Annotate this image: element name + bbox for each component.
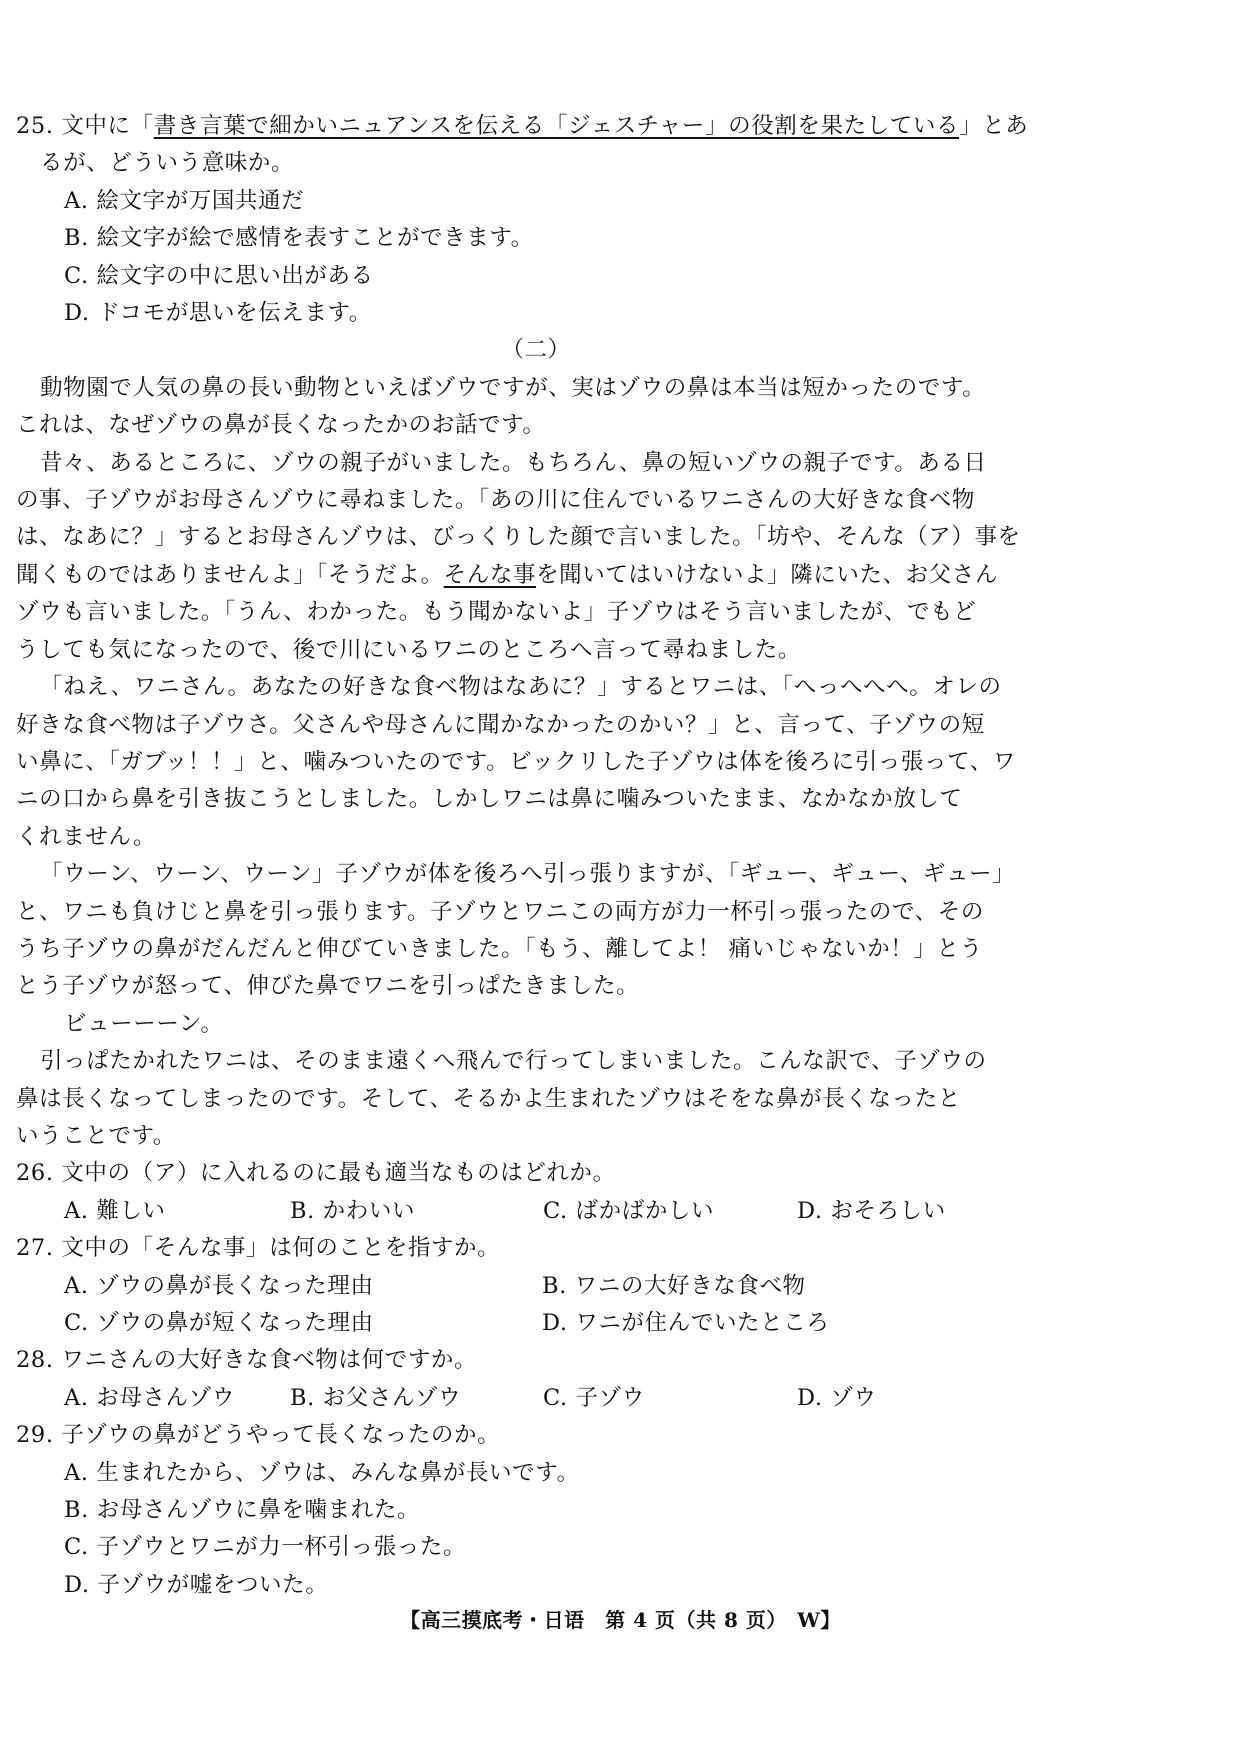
q29-option-c: C. 子ゾウとワニが力一杯引っ張った。: [64, 1534, 467, 1561]
q25-option-d: D. ドコモが思いを伝えます。: [64, 300, 372, 327]
passage-line: これは、なぜゾウの鼻が長くなったかのお話です。: [16, 412, 546, 439]
q25-quote: 書き言葉で細かいニュアンスを伝える「ジェスチャー」の役割を果たしている: [153, 113, 960, 139]
q25-stem: [16, 108, 1056, 145]
passage-line: いうことです。: [16, 1122, 176, 1149]
passage-line: うしても気になったので、後で川にいるワニのところへ言って尋ねました。: [16, 636, 801, 663]
q28-option-c: C. 子ゾウ: [543, 1384, 645, 1411]
q25-option-b: B. 絵文字が絵で感情を表すことができます。: [64, 225, 534, 252]
passage-fragment: 聞くものではありませんよ」「そうだよ。: [16, 561, 444, 588]
q27-option-c: C. ゾウの鼻が短くなった理由: [64, 1310, 374, 1336]
q28-option-a: A. お母さんゾウ: [64, 1384, 235, 1411]
passage-line: ニの口から鼻を引き抜こうとしました。しかしワニは鼻に噛みついたまま、なかなか放して: [16, 786, 963, 813]
q27-option-b: B. ワニの大好きな食べ物: [542, 1272, 806, 1299]
page-footer: 【高三摸底考・日语 第 4 页（共 8 页） W】: [400, 1608, 841, 1632]
q29-stem: 29. 子ゾウの鼻がどうやって長くなったのか。: [16, 1422, 501, 1449]
passage-line: の事、子ゾウがお母さんゾウに尋ねました。「あの川に住んでいるワニさんの大好きな食べ物: [16, 487, 975, 514]
q29-option-d: D. 子ゾウが嘘をついた。: [64, 1571, 329, 1598]
passage-line: 「ウーン、ウーン、ウーン」子ゾウが体を後ろへ引っ張りますが、「ギュー、ギュー、ギュー」: [40, 861, 1016, 888]
q26-option-d: D. おそろしい: [797, 1197, 946, 1224]
passage-line: い鼻に、「ガブッ！！」と、噛みついたのです。ビックリした子ゾウは体を後ろに引っ張って、ワ: [16, 748, 1016, 775]
q28-options: [16, 1380, 1056, 1417]
passage-line: 鼻は長くなってしまったのです。そして、そるかよ生まれたゾウはそをな鼻が長くなったと: [16, 1085, 961, 1112]
passage-line: ビューーーン。: [64, 1010, 224, 1037]
q28-option-b: B. お父さんゾウ: [290, 1384, 462, 1411]
q26-option-b: B. かわいい: [290, 1197, 416, 1224]
q25-lead: 25. 文中に「: [16, 113, 154, 139]
q25-option-a: A. 絵文字が万国共通だ: [64, 187, 305, 214]
q27-option-d: D. ワニが住んでいたところ: [542, 1310, 830, 1336]
passage-line: [16, 557, 1056, 594]
q29-option-b: B. お母さんゾウに鼻を噛まれた。: [64, 1497, 421, 1524]
passage-line: とう子ゾウが怒って、伸びた鼻でワニを引っぱたきました。: [16, 973, 640, 1000]
q25-stem-cont: るが、どういう意味か。: [40, 150, 295, 177]
q25-tail: 」とあ: [959, 113, 1029, 139]
q26-option-c: C. ばかばかしい: [543, 1197, 715, 1224]
q25-option-c: C. 絵文字の中に思い出がある: [64, 262, 374, 289]
passage-line: 好きな食べ物は子ゾウさ。父さんや母さんに聞かなかったのかい？」と、言って、子ゾウの短: [16, 711, 985, 738]
passage-line: うち子ゾウの鼻がだんだんと伸びていきました。「もう、離してよ！ 痛いじゃないか！」とう: [16, 935, 983, 962]
passage-line: 「ねえ、ワニさん。あなたの好きな食べ物はなあに？」するとワニは、「へっへへへ。オレの: [40, 674, 1002, 701]
q26-options: [16, 1193, 1056, 1230]
sonna-koto-underline: そんな事: [443, 561, 537, 588]
q27-options-row2: [16, 1305, 1056, 1342]
passage-line: と、ワニも負けじと鼻を引っ張ります。子ゾウとワニこの両方が力一杯引っ張ったので、その: [16, 898, 984, 925]
passage-line: 動物園で人気の鼻の長い動物といえばゾウですが、実はゾウの鼻は本当は短かったのです。: [40, 374, 986, 401]
exam-page: [16, 108, 1056, 1604]
q28-stem: 28. ワニさんの大好きな食べ物は何ですか。: [16, 1347, 478, 1374]
q27-stem: 27. 文中の「そんな事」は何のことを指すか。: [16, 1235, 501, 1262]
passage-line: 引っぱたかれたワニは、そのまま遠くへ飛んで行ってしまいました。こんな訳で、子ゾウの: [40, 1048, 987, 1075]
passage-line: くれません。: [16, 823, 156, 850]
q26-option-a: A. 難しい: [64, 1197, 166, 1224]
q26-stem: 26. 文中の（ア）に入れるのに最も適当なものはどれか。: [16, 1160, 616, 1187]
q28-option-d: D. ゾウ: [797, 1384, 877, 1411]
q27-option-a: A. ゾウの鼻が長くなった理由: [64, 1272, 374, 1299]
passage-line: 昔々、あるところに、ゾウの親子がいました。もちろん、鼻の短いゾウの親子です。ある日: [40, 449, 987, 476]
q27-options-row1: [16, 1268, 1056, 1305]
passage-fragment: を聞いてはいけないよ」隣にいた、お父さん: [536, 561, 999, 588]
q29-option-a: A. 生まれたから、ゾウは、みんな鼻が長いです。: [64, 1459, 580, 1486]
passage-line: は、なあに？」するとお母さんゾウは、びっくりした顔で言いました。「坊や、そんな（ア）事を: [16, 524, 1021, 551]
section-title: （二）: [501, 337, 571, 364]
passage-line: ゾウも言いました。「うん、わかった。もう聞かないよ」子ゾウはそう言いましたが、でもど: [16, 599, 977, 626]
